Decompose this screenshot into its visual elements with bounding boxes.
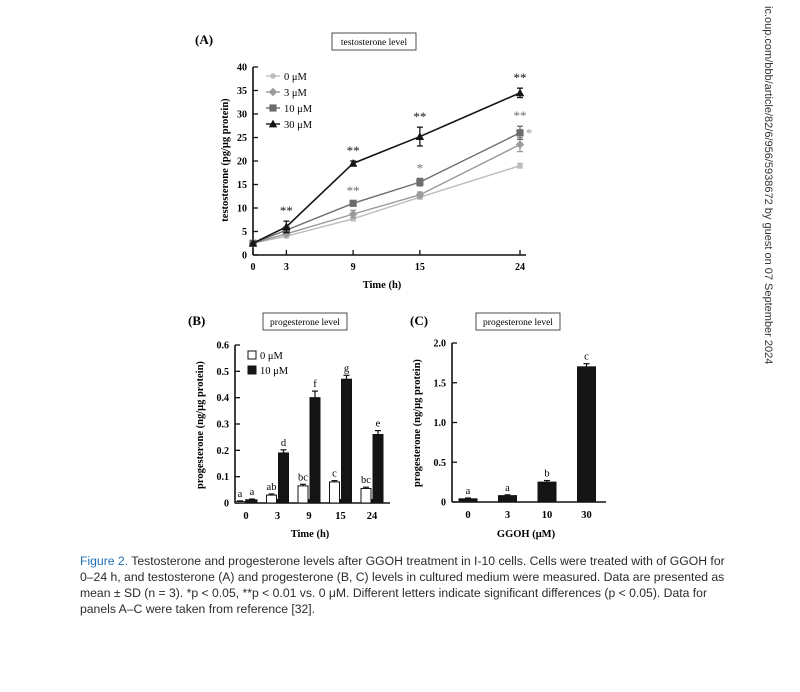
a-y-tick-label: 5 bbox=[242, 227, 247, 238]
a-legend-marker bbox=[269, 88, 277, 96]
b-bar bbox=[342, 379, 352, 503]
b-significance-letter: bc bbox=[298, 472, 308, 484]
b-x-tick-label: 9 bbox=[306, 511, 312, 522]
a-y-tick-label: 10 bbox=[237, 203, 247, 215]
c-x-tick-label: 10 bbox=[541, 510, 553, 521]
panel-a bbox=[195, 32, 532, 291]
b-y-tick-label: 0.2 bbox=[216, 445, 229, 457]
caption-text: Testosterone and progesterone levels after GGOH treatment in I-10 cells. Cells were treated with of GGOH for 0–24 h, and testosterone (A) and progesterone (B, C) levels in cultured medium were measured. Data are presented as mean ± SD (n = 3). *p < 0.05, **p < 0.01 vs. 0 μM. Different letters indicate significant differences (p < 0.05). Data for panels A–C were taken from reference [32]. bbox=[80, 554, 725, 616]
a-legend-label: 3 μM bbox=[284, 88, 307, 99]
a-significance-mark: ** bbox=[513, 108, 527, 124]
a-y-tick-label: 15 bbox=[237, 180, 247, 191]
b-x-tick-label: 24 bbox=[366, 511, 378, 522]
a-data-point bbox=[416, 179, 423, 186]
b-bar bbox=[247, 500, 257, 503]
a-legend-marker bbox=[269, 104, 276, 111]
b-significance-letter: a bbox=[249, 487, 255, 499]
b-y-tick-label: 0.4 bbox=[216, 393, 229, 405]
c-significance-letter: a bbox=[505, 482, 510, 494]
a-y-tick-label: 35 bbox=[237, 86, 247, 97]
a-y-tick-label: 30 bbox=[237, 109, 247, 121]
watermark bbox=[757, 4, 781, 374]
a-significance-mark: * bbox=[525, 125, 533, 141]
b-bar bbox=[373, 435, 383, 503]
panel-a-label: (A) bbox=[195, 32, 214, 47]
b-x-tick-label: 3 bbox=[274, 511, 281, 522]
a-significance-mark: ** bbox=[346, 143, 360, 158]
a-x-tick-label: 9 bbox=[350, 262, 356, 273]
panel-c-title: progesterone level bbox=[483, 318, 553, 328]
a-legend-label: 0 μM bbox=[284, 72, 307, 83]
b-bar bbox=[310, 398, 320, 503]
a-data-point bbox=[517, 163, 523, 169]
b-significance-letter: f bbox=[313, 379, 317, 391]
c-significance-letter: b bbox=[544, 468, 550, 480]
a-series-line bbox=[253, 93, 520, 243]
a-legend-marker bbox=[270, 73, 276, 79]
a-legend-label: 10 μM bbox=[284, 104, 313, 115]
b-bar bbox=[330, 482, 340, 503]
a-data-point bbox=[516, 129, 523, 136]
c-x-tick-label: 0 bbox=[465, 510, 471, 521]
panel-a-title: testosterone level bbox=[340, 38, 408, 48]
b-significance-letter: c bbox=[332, 468, 337, 480]
a-significance-mark: ** bbox=[279, 203, 293, 219]
panel-a-ylabel: testosterone (pg/μg protein) bbox=[220, 98, 231, 222]
a-x-tick-label: 15 bbox=[414, 262, 425, 273]
figure-caption bbox=[80, 553, 730, 617]
c-x-tick-label: 3 bbox=[504, 510, 511, 521]
b-legend-label: 0 μM bbox=[260, 351, 283, 362]
a-y-tick-label: 40 bbox=[237, 62, 247, 74]
caption-label: Figure 2. bbox=[80, 554, 129, 568]
b-bar bbox=[361, 489, 371, 503]
b-legend-swatch bbox=[248, 366, 256, 374]
b-bar bbox=[279, 453, 289, 503]
c-y-tick-label: 1.5 bbox=[433, 378, 446, 390]
panel-b-ylabel: progesterone (ng/μg protein) bbox=[195, 361, 206, 489]
a-x-tick-label: 24 bbox=[515, 262, 525, 273]
panel-b bbox=[188, 313, 390, 540]
b-x-tick-label: 15 bbox=[335, 511, 346, 522]
c-significance-letter: a bbox=[465, 486, 471, 498]
panel-b-label: (B) bbox=[188, 313, 206, 328]
a-significance-mark: ** bbox=[346, 182, 360, 198]
panel-b-xlabel: Time (h) bbox=[290, 529, 330, 540]
panel-b-title: progesterone level bbox=[270, 318, 340, 328]
b-significance-letter: e bbox=[375, 418, 381, 430]
b-significance-letter: g bbox=[343, 363, 350, 375]
a-data-point bbox=[516, 140, 524, 148]
b-legend-label: 10 μM bbox=[260, 366, 289, 377]
a-y-tick-label: 20 bbox=[237, 156, 247, 168]
b-significance-letter: d bbox=[280, 437, 287, 449]
a-x-tick-label: 0 bbox=[250, 262, 256, 273]
b-bar bbox=[298, 486, 308, 503]
b-x-tick-label: 0 bbox=[243, 511, 249, 522]
panel-c bbox=[410, 313, 606, 540]
a-significance-mark: ** bbox=[513, 70, 527, 86]
b-significance-letter: a bbox=[237, 488, 243, 500]
c-bar bbox=[578, 367, 596, 502]
b-y-tick-label: 0.6 bbox=[216, 340, 229, 352]
c-significance-letter: c bbox=[584, 351, 589, 363]
c-y-tick-label: 0.5 bbox=[433, 457, 446, 469]
a-significance-mark: ** bbox=[413, 109, 427, 125]
b-significance-letter: bc bbox=[361, 475, 371, 487]
panel-c-label: (C) bbox=[410, 313, 429, 328]
b-bar bbox=[235, 502, 245, 503]
c-bar bbox=[499, 496, 517, 502]
a-x-tick-label: 3 bbox=[283, 262, 289, 273]
a-y-tick-label: 25 bbox=[237, 133, 247, 144]
c-y-tick-label: 1.0 bbox=[433, 418, 446, 429]
c-y-tick-label: 0 bbox=[441, 497, 446, 509]
panel-a-xlabel: Time (h) bbox=[362, 280, 402, 291]
c-y-tick-label: 2.0 bbox=[433, 338, 446, 350]
c-x-tick-label: 30 bbox=[581, 510, 592, 521]
a-y-tick-label: 0 bbox=[242, 250, 247, 262]
panel-c-ylabel: progesterone (ng/μg protein) bbox=[412, 359, 423, 487]
b-y-tick-label: 0.5 bbox=[216, 366, 229, 378]
c-bar bbox=[538, 482, 556, 502]
b-significance-letter: ab bbox=[266, 482, 277, 494]
watermark-text: ic.oup.com/bbb/article/82/6/956/5938672 by guest on 07 September 2024 bbox=[762, 6, 774, 365]
b-legend-swatch bbox=[248, 351, 256, 359]
panel-c-xlabel: GGOH (μM) bbox=[496, 529, 556, 540]
b-bar bbox=[267, 495, 277, 503]
c-bar bbox=[459, 499, 477, 502]
b-y-tick-label: 0 bbox=[224, 498, 229, 510]
a-series-line bbox=[253, 145, 520, 244]
a-legend-label: 30 μM bbox=[284, 120, 313, 131]
a-data-point bbox=[350, 200, 357, 207]
a-significance-mark: * bbox=[416, 160, 424, 176]
panel-a-legend bbox=[266, 72, 313, 131]
b-y-tick-label: 0.3 bbox=[216, 419, 229, 431]
b-y-tick-label: 0.1 bbox=[216, 472, 229, 484]
a-data-point bbox=[516, 88, 524, 96]
panel-b-legend bbox=[248, 351, 289, 377]
